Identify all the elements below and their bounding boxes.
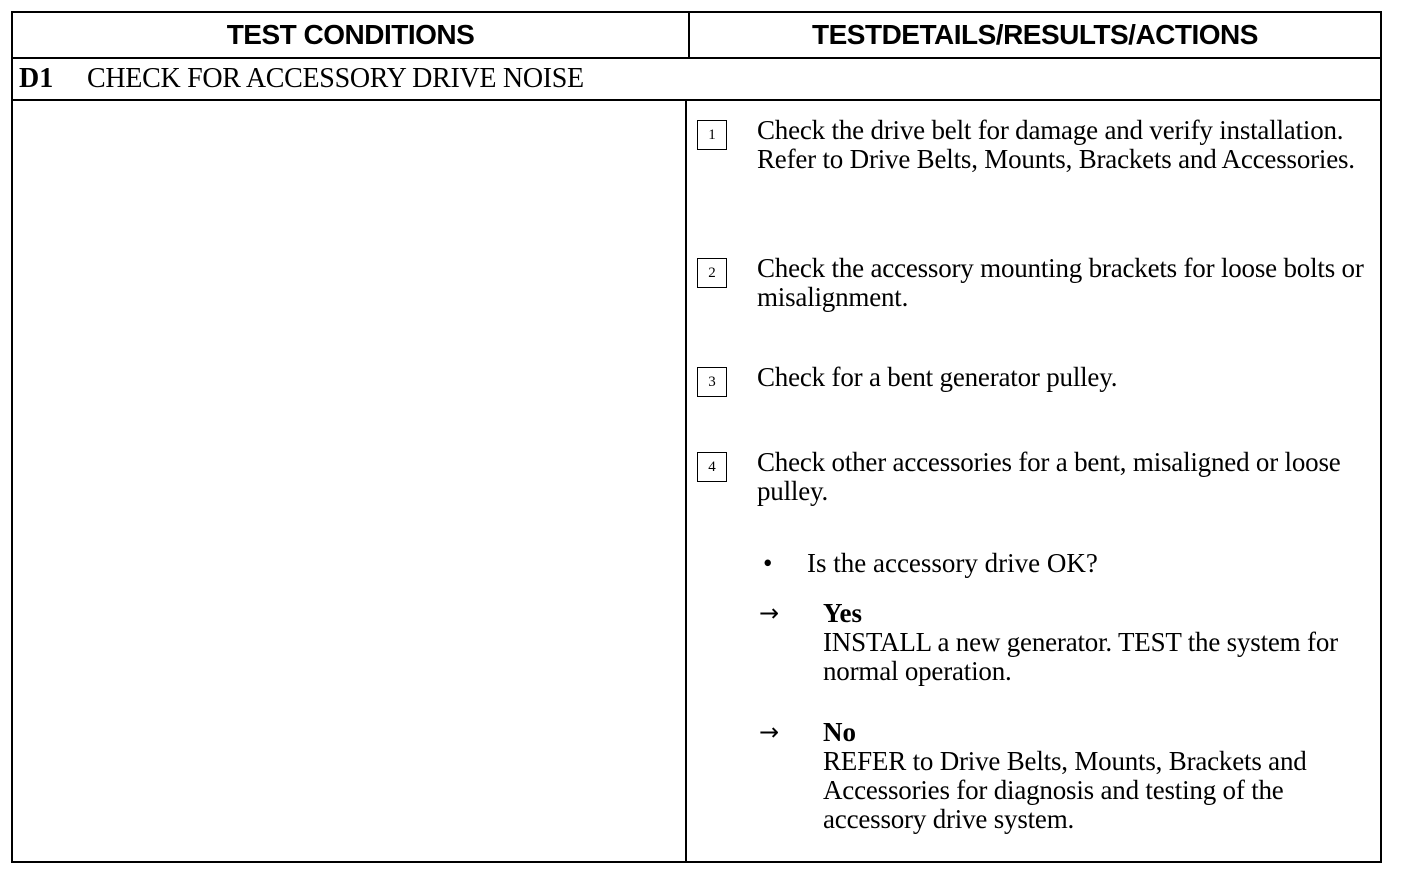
step-number-box: 2	[697, 258, 727, 288]
question-text: Is the accessory drive OK?	[807, 548, 1098, 578]
arrow-right-icon: →	[759, 599, 780, 627]
question	[759, 548, 1098, 578]
table-header-row	[13, 13, 1380, 59]
step-number-box: 3	[697, 367, 727, 397]
step-text: Check for a bent generator pulley.	[757, 362, 1118, 392]
answer-text: INSTALL a new generator. TEST the system for normal operation.	[823, 627, 1338, 686]
answer-text: REFER to Drive Belts, Mounts, Brackets and Accessories for diagnosis and testing of the accessory drive system.	[823, 746, 1307, 834]
step-text: Check the drive belt for damage and verify installation. Refer to Drive Belts, Mounts, Brackets and Accessories.	[757, 115, 1355, 174]
column-divider	[685, 101, 687, 863]
step-text: Check the accessory mounting brackets for loose bolts or misalignment.	[757, 253, 1364, 312]
section-heading-row	[13, 59, 1380, 101]
section-code: D1	[19, 63, 54, 94]
answer-label: No	[823, 717, 856, 747]
step-number-box: 1	[697, 120, 727, 150]
header-test-conditions: TEST CONDITIONS	[226, 19, 475, 50]
answer-label: Yes	[823, 598, 862, 628]
step-number-box: 4	[697, 452, 727, 482]
diagnostic-table	[11, 11, 1382, 863]
section-title: CHECK FOR ACCESSORY DRIVE NOISE	[87, 63, 584, 94]
arrow-right-icon: →	[759, 718, 780, 746]
step-text: Check other accessories for a bent, misaligned or loose pulley.	[757, 447, 1341, 506]
header-test-details: TESTDETAILS/RESULTS/ACTIONS	[688, 13, 1380, 57]
bullet-icon: •	[763, 548, 773, 578]
